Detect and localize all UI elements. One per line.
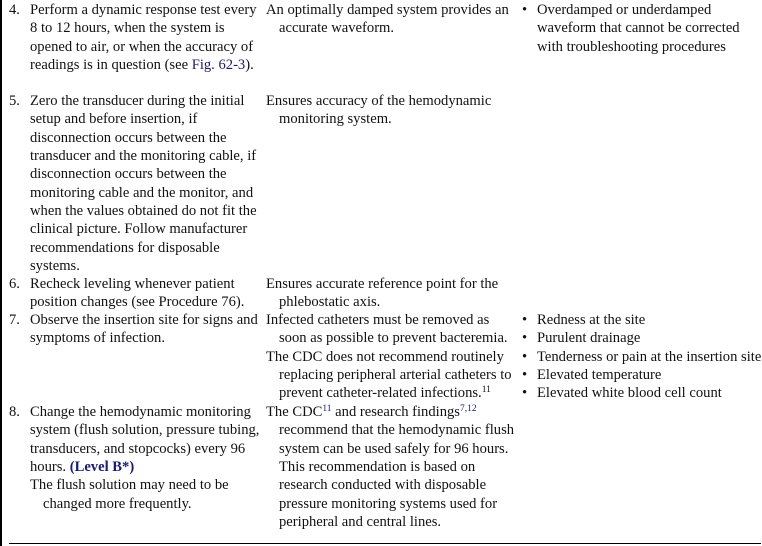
table-left-border <box>0 0 2 546</box>
rationale-text: The CDC does not recommend routinely replacing peripheral arterial catheters to prevent catheter-related infections.$^{11}$ <box>266 348 512 402</box>
rationale-text: The CDC$^{11}$ and research findings$^{7,12}$ recommend that the hemodynamic flush system can be used safely for 96 hours. This recommendation is based on research conducted with disposable pressure monitoring systems used for peripheral and central lines. <box>266 404 515 531</box>
step-6 <box>9 275 261 312</box>
citation-link[interactable]: 7,12 <box>459 404 477 414</box>
step-number: 5. <box>9 93 20 109</box>
step-text: Change the hemodynamic monitoring system (flush solution, pressure tubing, transducers, and stopcocks) every 96 hours. (Level B*) <box>30 404 260 476</box>
considerations-list-4 <box>521 1 762 56</box>
table-bottom-rule <box>9 543 761 544</box>
rationale-8 <box>266 403 518 531</box>
step-8 <box>9 403 261 513</box>
figure-link[interactable]: Fig. 62-3 <box>191 57 246 74</box>
step-text: Zero the transducer during the initial setup and before insertion, if disconnection occurs between the transducer and the monitoring cable, if disconnection occurs between the monitoring cable and the monitor, and when the values obtained do not fit the clinical picture. Follow manufacturer recommendations for disposable systems. <box>30 93 257 275</box>
rationale-7 <box>266 311 518 403</box>
bullet-icon: • <box>522 348 528 365</box>
list-item: • Elevated white blood cell count <box>522 385 722 402</box>
rationale-5 <box>266 92 518 129</box>
list-item: • Redness at the site <box>522 312 646 328</box>
citation-superscript: 11 <box>481 385 491 396</box>
rationale-4 <box>266 1 518 38</box>
rationale-text: Infected catheters must be removed as soon as possible to prevent bacteremia. <box>266 312 508 347</box>
step-text: Observe the insertion site for signs and symptoms of infection. <box>30 312 258 347</box>
list-item: • Overdamped or underdamped waveform that cannot be corrected with troubleshooting procedures <box>522 2 740 55</box>
step-number: 7. <box>9 312 20 328</box>
step-7 <box>9 311 261 348</box>
bullet-icon: • <box>522 367 528 384</box>
bullet-icon: • <box>522 385 528 402</box>
evidence-level-link[interactable]: (Level B*) <box>69 459 135 476</box>
step-text: Perform a dynamic response test every 8 to 12 hours, when the system is opened to air, or when the accuracy of readings is in question (see Fig. 62-3). <box>30 2 257 74</box>
rationale-text: Ensures accuracy of the hemodynamic monitoring system. <box>266 93 492 128</box>
list-item: • Elevated temperature <box>522 367 662 384</box>
bullet-icon: • <box>522 2 528 18</box>
considerations-list-7 <box>521 311 762 403</box>
step-text: Recheck leveling whenever patient position changes (see Procedure 76). <box>30 276 245 311</box>
step-note: The flush solution may need to be changed more frequently. <box>30 477 229 512</box>
step-5 <box>9 92 261 275</box>
rationale-text: Ensures accurate reference point for the phlebostatic axis. <box>266 276 499 311</box>
step-number: 4. <box>9 2 20 18</box>
step-number: 6. <box>9 276 20 292</box>
bullet-icon: • <box>522 312 528 328</box>
rationale-6 <box>266 275 518 312</box>
list-item: • Tenderness or pain at the insertion site <box>522 348 762 365</box>
citation-link[interactable]: 11 <box>322 404 332 414</box>
rationale-text: An optimally damped system provides an accurate waveform. <box>266 2 509 37</box>
step-4 <box>9 1 261 74</box>
step-number: 8. <box>9 404 20 420</box>
list-item: • Purulent drainage <box>522 330 641 347</box>
bullet-icon: • <box>522 330 528 347</box>
